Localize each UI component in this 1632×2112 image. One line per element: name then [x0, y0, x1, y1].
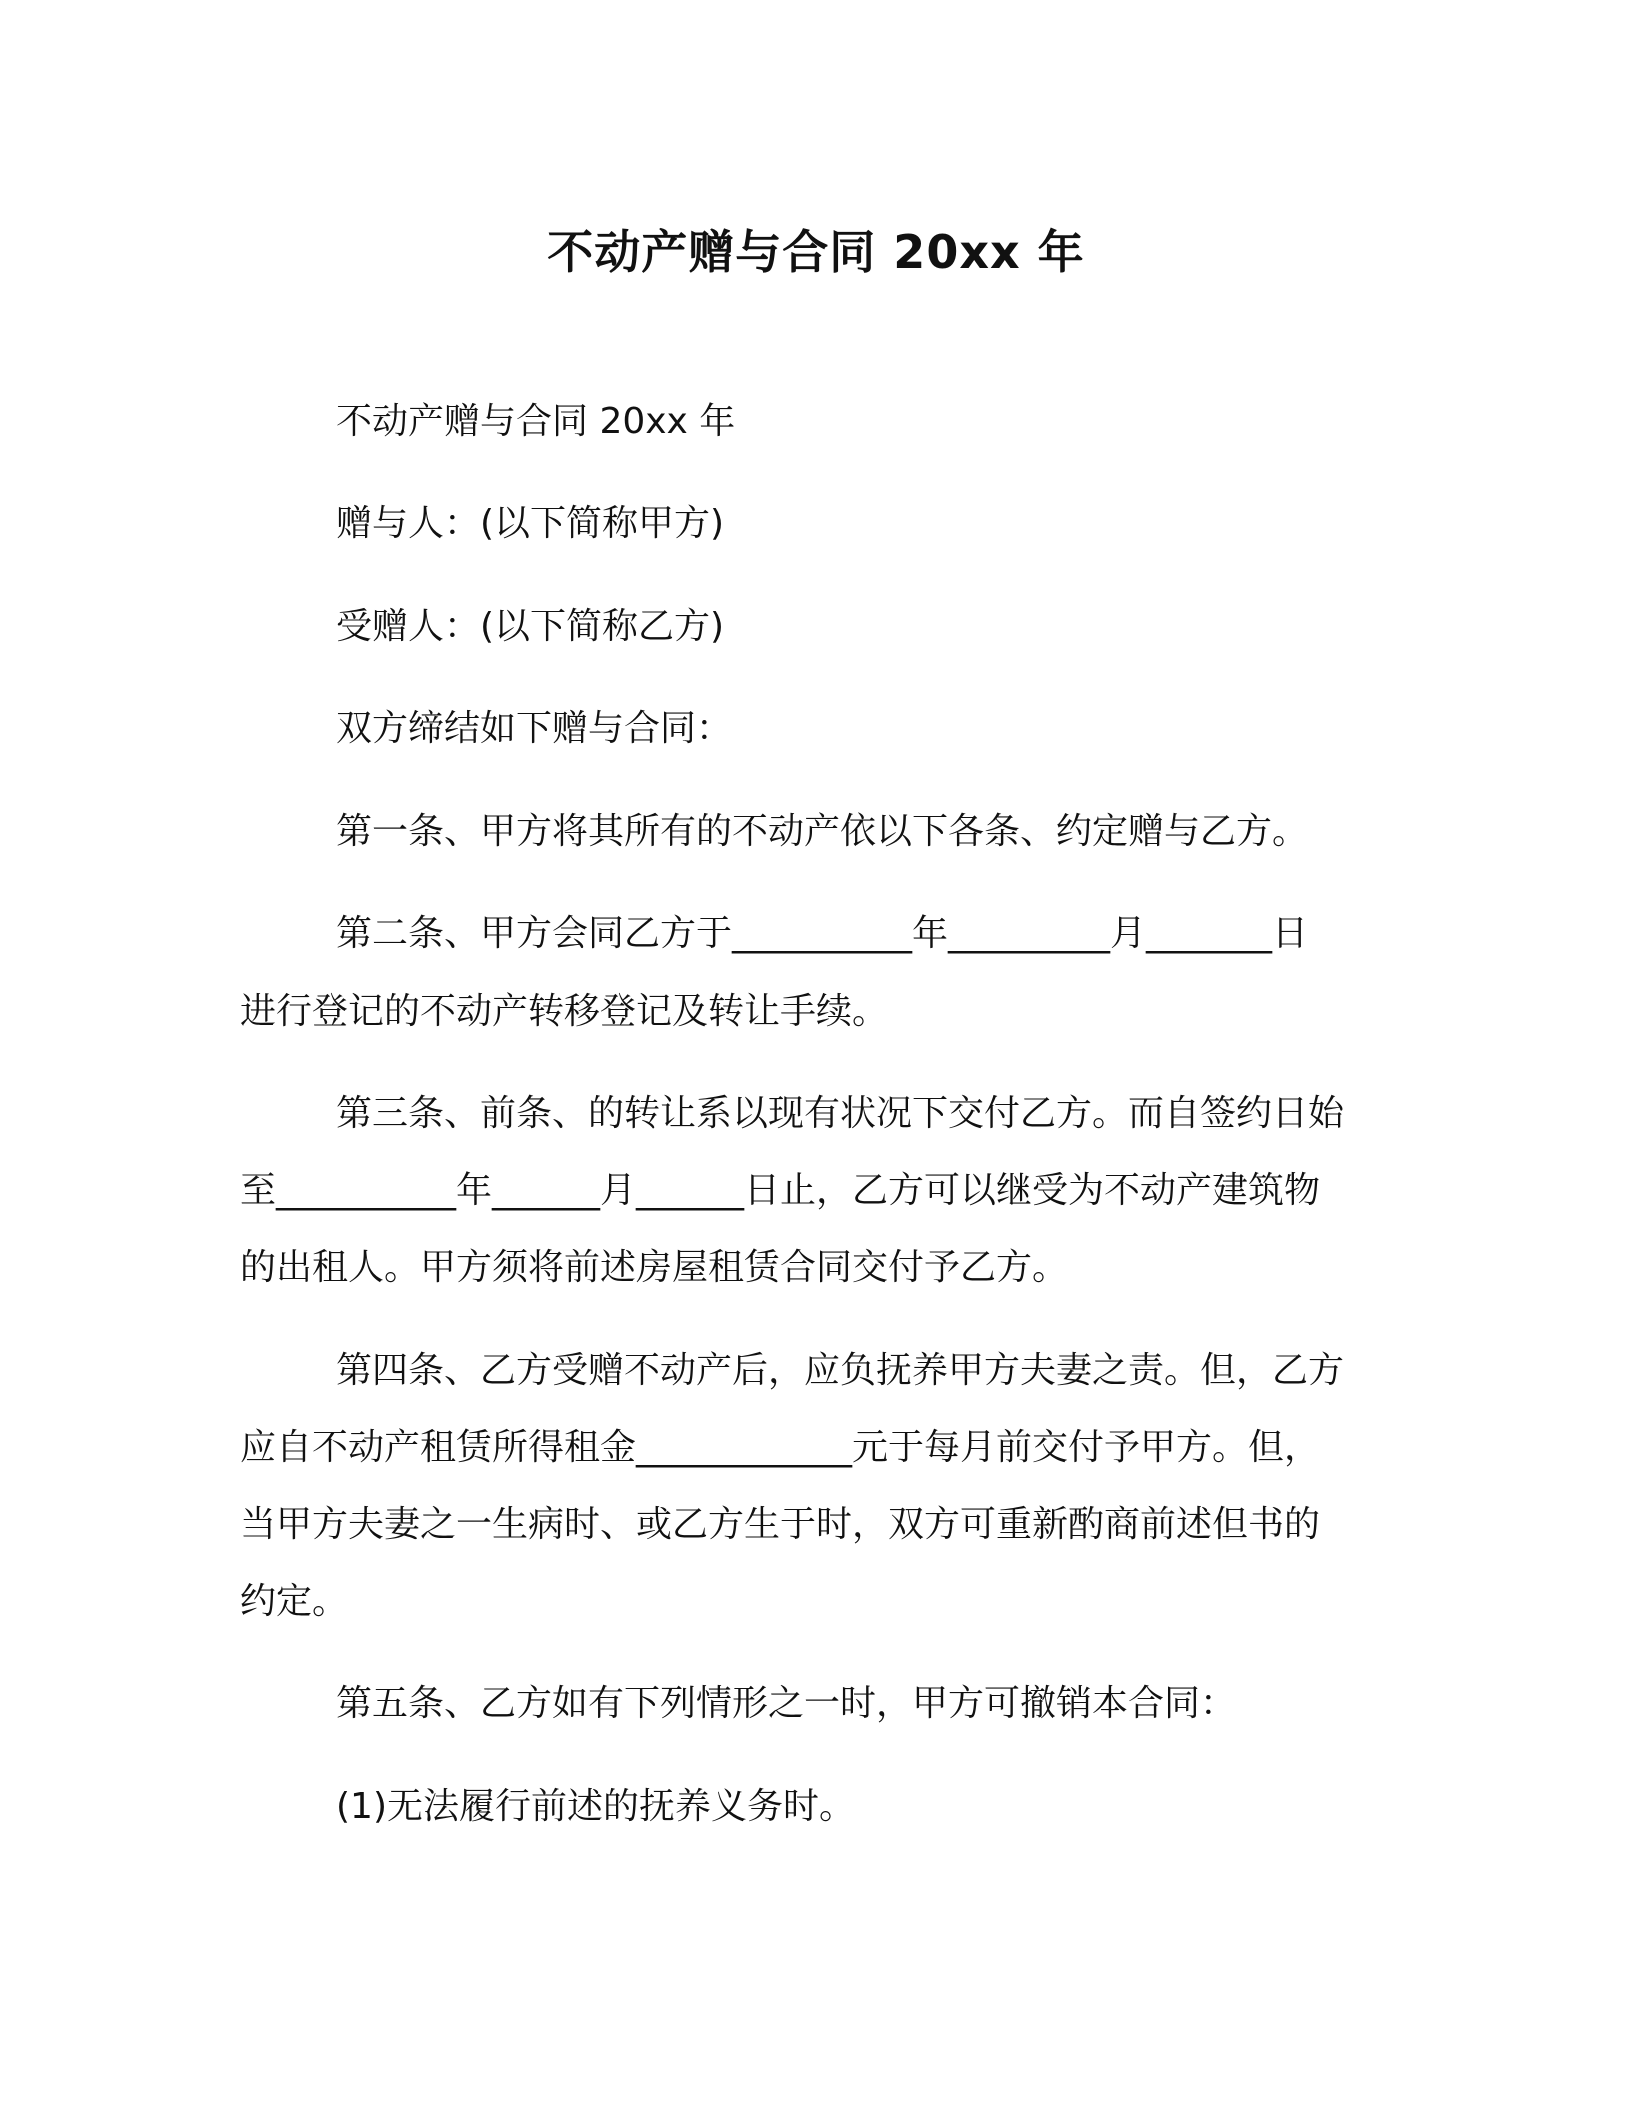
paragraph-subtitle: 不动产赠与合同 20xx 年 [336, 401, 736, 442]
article-1-line-1: 第一条、甲方将其所有的不动产依以下各条、约定赠与乙方。 [336, 811, 1309, 852]
document-title: 不动产赠与合同 20xx 年 [547, 225, 1085, 279]
article-5-item-1: (1)无法履行前述的抚养义务时。 [336, 1786, 855, 1827]
article-3-line-2: 至__________年______月______日止，乙方可以继受为不动产建筑物 [240, 1170, 1321, 1211]
article-5-line-1: 第五条、乙方如有下列情形之一时，甲方可撤销本合同： [336, 1683, 1237, 1724]
article-2-line-2: 进行登记的不动产转移登记及转让手续。 [240, 991, 889, 1032]
article-4-line-2: 应自不动产租赁所得租金____________元于每月前交付予甲方。但， [240, 1427, 1321, 1468]
article-4-line-1: 第四条、乙方受赠不动产后，应负抚养甲方夫妻之责。但，乙方 [336, 1350, 1345, 1391]
paragraph-donor: 赠与人：(以下简称甲方) [336, 503, 725, 544]
paragraph-recipient: 受赠人：(以下简称乙方) [336, 606, 725, 647]
article-2-line-1: 第二条、甲方会同乙方于__________年_________月_______日 [336, 913, 1309, 954]
article-3-line-3: 的出租人。甲方须将前述房屋租赁合同交付予乙方。 [240, 1247, 1069, 1288]
paragraph-intro: 双方缔结如下赠与合同： [336, 708, 733, 749]
article-4-line-3: 当甲方夫妻之一生病时、或乙方生于时，双方可重新酌商前述但书的 [240, 1504, 1321, 1545]
article-3-line-1: 第三条、前条、的转让系以现有状况下交付乙方。而自签约日始 [336, 1093, 1345, 1134]
article-4-line-4: 约定。 [240, 1581, 349, 1622]
